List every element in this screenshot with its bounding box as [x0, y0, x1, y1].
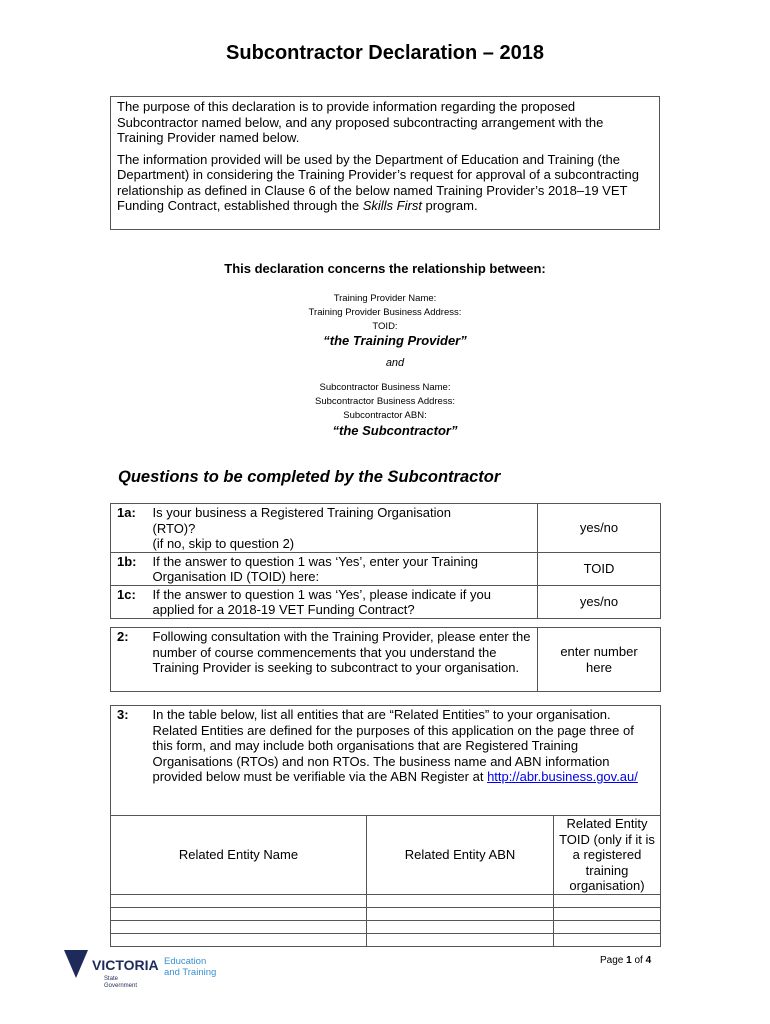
- abn-register-link[interactable]: http://abr.business.gov.au/: [487, 769, 638, 784]
- entity-toid-cell[interactable]: [554, 894, 661, 907]
- sc-name-field[interactable]: Subcontractor Business Name:: [319, 382, 451, 393]
- training-provider-fields: [0, 292, 770, 334]
- page-number: Page 1 of 4: [600, 955, 652, 966]
- training-provider-label: “the Training Provider”: [323, 333, 467, 348]
- related-entity-toid-header: Related Entity TOID (only if it is a registered training organisation): [554, 816, 661, 895]
- purpose-paragraph-2: The information provided will be used by the Department of Education and Training (the Department) in considering the Training Provider’s request for approval of a subcontracting relationship as defined in Clause 6 of the below named Training Provider’s 2018–19 VET Funding Contract, established through the Skills First program.: [117, 151, 639, 213]
- question-1b-number: 1b:: [111, 552, 149, 585]
- relationship-heading: This declaration concerns the relationship between:: [224, 261, 546, 276]
- question-1c-answer[interactable]: yes/no: [538, 585, 661, 618]
- question-1c-text: If the answer to question 1 was ‘Yes’, please indicate if you applied for a 2018-19 VET Funding Contract?: [149, 585, 538, 618]
- question-3-number: 3:: [111, 706, 149, 816]
- entity-toid-cell[interactable]: [554, 933, 661, 946]
- department-name: Education and Training: [164, 956, 217, 978]
- question-1b-answer[interactable]: TOID: [538, 552, 661, 585]
- question-2-text: Following consultation with the Training Provider, please enter the number of course commencements that you understand the Training Provider is seeking to subcontract to your organisation.: [149, 628, 538, 692]
- question-3-table: [110, 705, 661, 947]
- entity-toid-cell[interactable]: [554, 920, 661, 933]
- subcontractor-fields: [0, 381, 770, 423]
- entity-name-cell[interactable]: [111, 933, 367, 946]
- sc-address-field[interactable]: Subcontractor Business Address:: [315, 396, 455, 407]
- logo-word: VICTORIA: [92, 957, 159, 973]
- question-1-table: [110, 503, 661, 619]
- victoria-logo-mark: [64, 950, 88, 978]
- subcontractor-label: “the Subcontractor”: [332, 423, 458, 438]
- question-1b-text: If the answer to question 1 was ‘Yes’, enter your Training Organisation ID (TOID) here:: [149, 552, 538, 585]
- entity-abn-cell[interactable]: [367, 894, 554, 907]
- tp-toid-field[interactable]: TOID:: [372, 321, 398, 332]
- related-entity-abn-header: Related Entity ABN: [367, 816, 554, 895]
- question-2-number: 2:: [111, 628, 149, 692]
- entity-abn-cell[interactable]: [367, 907, 554, 920]
- question-2-table: [110, 627, 661, 692]
- entity-name-cell[interactable]: [111, 907, 367, 920]
- entity-abn-cell[interactable]: [367, 933, 554, 946]
- logo-sub-state: State: [104, 976, 119, 982]
- question-1a-answer[interactable]: yes/no: [538, 504, 661, 553]
- entity-name-cell[interactable]: [111, 894, 367, 907]
- question-2-answer[interactable]: enter number here: [538, 628, 661, 692]
- entity-abn-cell[interactable]: [367, 920, 554, 933]
- page-title: Subcontractor Declaration – 2018: [226, 42, 544, 64]
- tp-name-field[interactable]: Training Provider Name:: [333, 293, 437, 304]
- questions-heading: Questions to be completed by the Subcontractor: [118, 468, 501, 486]
- tp-address-field[interactable]: Training Provider Business Address:: [308, 307, 462, 318]
- question-1a-number: 1a:: [111, 504, 149, 553]
- purpose-box: [110, 96, 660, 230]
- question-3-text: In the table below, list all entities that are “Related Entities” to your organisation. Related Entities are defined for the purposes of this application on the page three of this form, and may include both organisations that are Registered Training Organisations (RTOs) and non RTOs. The business name and ABN information provided below must be verifiable via the ABN Register at http://abr.business.gov.au/: [149, 706, 661, 816]
- purpose-paragraph-1: The purpose of this declaration is to provide information regarding the proposed Subcontractor named below, and any proposed subcontracting arrangement with the Training Provider named below.: [117, 99, 604, 145]
- sc-abn-field[interactable]: Subcontractor ABN:: [343, 410, 427, 421]
- logo-sub-government: Government: [104, 983, 138, 989]
- related-entity-name-header: Related Entity Name: [111, 816, 367, 895]
- and-label: and: [385, 357, 405, 369]
- question-1c-number: 1c:: [111, 585, 149, 618]
- entity-name-cell[interactable]: [111, 920, 367, 933]
- question-1a-text: Is your business a Registered Training Organisation (RTO)? (if no, skip to question 2): [149, 504, 538, 553]
- entity-toid-cell[interactable]: [554, 907, 661, 920]
